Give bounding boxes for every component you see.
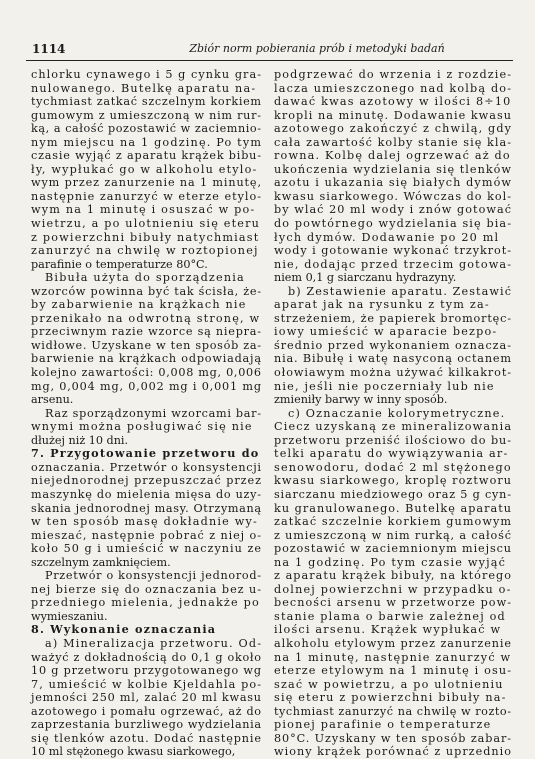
text-line: przedniego mielenia, jednakże po xyxy=(31,596,260,610)
text-line: ukończenia wydzielania się tlenków xyxy=(274,162,513,176)
text-line: z umieszczoną w nim rurką, a całość xyxy=(274,528,512,542)
text-line: b) Zestawienie aparatu. Zestawić xyxy=(288,284,513,298)
text-line: ku granulowanego. Butelkę aparatu xyxy=(274,501,513,515)
text-line: chlorku cynawego i 5 g cynku gra- xyxy=(31,68,263,81)
text-line: niem 0,1 g siarczanu hydrazyny. xyxy=(274,271,457,285)
text-line: średnio przed wykonaniem oznacza- xyxy=(274,338,512,352)
text-line: nulowanego. Butelkę aparatu na- xyxy=(31,81,257,95)
text-line: dłużej niż 10 dni. xyxy=(31,433,129,447)
text-line: podgrzewać do wrzenia i z rozdzie- xyxy=(274,68,513,81)
text-line: ołowiawym można używać kilkakrot- xyxy=(274,366,512,380)
text-line: widłowe. Uzyskane w ten sposób za- xyxy=(31,338,262,352)
text-line: wym na 1 minutę i osuszać w po- xyxy=(31,203,256,217)
text-line: gumowym z umieszczoną w nim rur- xyxy=(31,108,262,122)
text-line: ły, wypłukać go w alkoholu etylo- xyxy=(31,162,258,176)
text-line: następnie zanurzyć w eterze etylo- xyxy=(31,189,262,203)
text-line: zmieniły barwy w inny sposób. xyxy=(274,393,448,407)
text-line: strzeżeniem, że papierek bromortęc- xyxy=(274,311,512,325)
left-text-column xyxy=(31,68,263,759)
text-line: tychmiast zatkać szczelnym korkiem xyxy=(31,95,262,109)
text-line: c) Oznaczanie kolorymetryczne. xyxy=(288,406,506,420)
text-line: oznaczania. Przetwór o konsystencji xyxy=(31,460,262,474)
text-line: ilości arsenu. Krążek wypłukać w xyxy=(274,623,502,637)
text-line: wzorców powinna być tak ścisła, że- xyxy=(31,284,262,298)
running-title: Zbiór norm pobierania prób i metodyki badań xyxy=(189,42,445,55)
text-line: pozostawić w zaciemnionym miejscu xyxy=(274,542,512,556)
text-line: się tlenków azotu. Dodać następnie xyxy=(31,731,262,745)
text-line: zatkać szczelnie korkiem gumowym xyxy=(274,515,513,529)
text-line: w ten sposób masę dokładnie wy- xyxy=(31,515,259,529)
text-line: nie, jeśli nie poczerniały lub nie xyxy=(274,379,495,393)
text-line: ką, a całość pozostawić w zaciemnio- xyxy=(31,122,262,136)
text-line: łych dymów. Dodawanie po 20 ml xyxy=(274,230,500,244)
text-line: nia. Bibułę i watę nasyconą octanem xyxy=(274,352,512,366)
text-line: wnymi można posługiwać się nie xyxy=(31,420,253,434)
text-line: zanurzyć na chwilę w roztopionej xyxy=(31,244,259,258)
text-line: szczelnym zamknięciem. xyxy=(31,555,171,569)
text-line: skania jednorodnej masy. Otrzymaną xyxy=(31,501,262,515)
text-line: mg, 0,004 mg, 0,002 mg i 0,001 mg xyxy=(31,379,262,393)
text-line: wietrzu, a po ulotnieniu się eteru xyxy=(31,217,261,231)
text-line: lacza umieszczonego nad kolbą do- xyxy=(274,81,513,95)
text-line: siarczanu miedziowego oraz 5 g cyn- xyxy=(274,487,512,501)
text-line: iowy umieścić w aparacie bezpo- xyxy=(274,325,498,339)
text-line: przetworu przeniść ilościowo do bu- xyxy=(274,433,512,447)
text-line: nej bierze się do oznaczania bez u- xyxy=(31,582,262,596)
text-line: niejednorodnej przepuszczać przez xyxy=(31,474,262,488)
text-line: wym przez zanurzenie na 1 minutę, xyxy=(31,176,262,190)
text-line: kwasu siarkowego, kroplę roztworu xyxy=(274,474,513,488)
text-line: 10 ml stężonego kwasu siarkowego, xyxy=(31,745,236,759)
text-line: przeciwnym razie wzorce są niepra- xyxy=(31,325,262,339)
text-line: alkoholu etylowym przez zanurzenie xyxy=(274,636,512,650)
text-line: ważyć z dokładnością do 0,1 g około xyxy=(31,650,262,664)
text-line: by wlać 20 ml wody i znów gotować xyxy=(274,203,513,217)
text-line: barwienie na krążkach odpowiadają xyxy=(31,352,262,366)
text-line: jemności 250 ml, zalać 20 ml kwasu xyxy=(31,691,262,705)
text-line: szać w powietrzu, a po ulotnieniu xyxy=(274,677,504,691)
text-line: kropli na minutę. Dodawanie kwasu xyxy=(274,108,513,122)
text-line: nym miejscu na 1 godzinę. Po tym xyxy=(31,135,263,149)
text-line: wymieszaniu. xyxy=(31,609,108,623)
text-line: z aparatu krążek bibuły, na którego xyxy=(274,569,513,583)
text-line: do powtórnego wydzielania się bia- xyxy=(274,217,513,231)
text-line: stanie plama o barwie zależnej od xyxy=(274,609,506,623)
text-line: mieszać, następnie pobrać z niej o- xyxy=(31,528,262,542)
text-line: kolejno zawartości: 0,008 mg, 0,006 xyxy=(31,366,262,380)
text-line: przenikało na odwrotną stronę, w xyxy=(31,311,261,325)
page-number: 1114 xyxy=(32,42,66,56)
text-line: Ciecz uzyskaną ze mineralizowania xyxy=(274,420,513,434)
text-line: nie, dodając przed trzecim gotowa- xyxy=(274,257,513,271)
text-line: becności arsenu w przetworze pow- xyxy=(274,596,513,610)
text-line: aparat jak na rysunku z tym za- xyxy=(274,298,490,312)
text-line: azotowego i pomału ogrzewać, aż do xyxy=(31,704,262,718)
text-line: Bibuła użyta do sporządzenia xyxy=(45,271,245,285)
text-line: pionej parafinie o temperaturze xyxy=(274,718,492,732)
page-header xyxy=(26,42,513,61)
text-line: się eteru z powierzchni bibuły na- xyxy=(274,691,507,705)
text-line: eterze etylowym na 1 minutę i osu- xyxy=(274,664,513,678)
text-line: Przetwór o konsystencji jednorod- xyxy=(45,569,262,583)
text-line: parafinie o temperaturze 80°C. xyxy=(31,257,208,271)
text-line: tychmiast zanurzyć na chwilę w rozto- xyxy=(274,704,512,718)
text-line: 80°C. Uzyskany w ten sposób zabar- xyxy=(274,731,512,745)
right-text-column xyxy=(274,68,513,759)
text-line: wody i gotowanie wykonać trzykrot- xyxy=(274,244,512,258)
text-line: 7. Przygotowanie przetworu do xyxy=(31,446,260,461)
text-line: maszynkę do mielenia mięsa do uzy- xyxy=(31,487,262,501)
text-line: zaprzestania burzliwego wydzielania xyxy=(31,718,262,732)
text-line: a) Mineralizacja przetworu. Od- xyxy=(45,636,263,650)
text-line: na 1 minutę, następnie zanurzyć w xyxy=(274,650,512,664)
text-line: arsenu. xyxy=(31,393,74,407)
text-line: rowna. Kolbę dalej ogrzewać aż do xyxy=(274,149,511,163)
text-line: senowodoru, dodać 2 ml stężonego xyxy=(274,460,512,474)
text-line: dolnej powierzchni w przypadku o- xyxy=(274,582,512,596)
text-line: 10 g przetworu przygotowanego wg xyxy=(31,664,262,678)
text-line: dawać kwas azotowy w ilości 8÷10 xyxy=(274,95,512,109)
text-line: z powierzchni bibuły natychmiast xyxy=(31,230,260,244)
text-line: Raz sporządzonymi wzorcami bar- xyxy=(45,406,262,420)
text-line: na 1 godzinę. Po tym czasie wyjąć xyxy=(274,555,507,569)
text-line: by zabarwienie na krążkach nie xyxy=(31,298,247,312)
text-line: czasie wyjąć z aparatu krążek bibu- xyxy=(31,149,262,163)
text-line: cała zawartość kolby stanie się kla- xyxy=(274,135,513,149)
text-line: 7, umieścić w kolbie Kjeldahla po- xyxy=(31,677,263,691)
text-line: koło 50 g i umieścić w naczyniu ze xyxy=(31,542,263,556)
text-line: wiony krążek porównać z uprzednio xyxy=(274,745,513,759)
text-line: azotu i ukazania się białych dymów xyxy=(274,176,513,190)
text-line: 8. Wykonanie oznaczania xyxy=(31,622,217,637)
text-line: azotowego zakończyć z chwilą, gdy xyxy=(274,122,513,136)
text-line: kwasu siarkowego. Wówczas do kol- xyxy=(274,189,512,203)
text-line: telki aparatu do wywiązywania ar- xyxy=(274,447,509,461)
